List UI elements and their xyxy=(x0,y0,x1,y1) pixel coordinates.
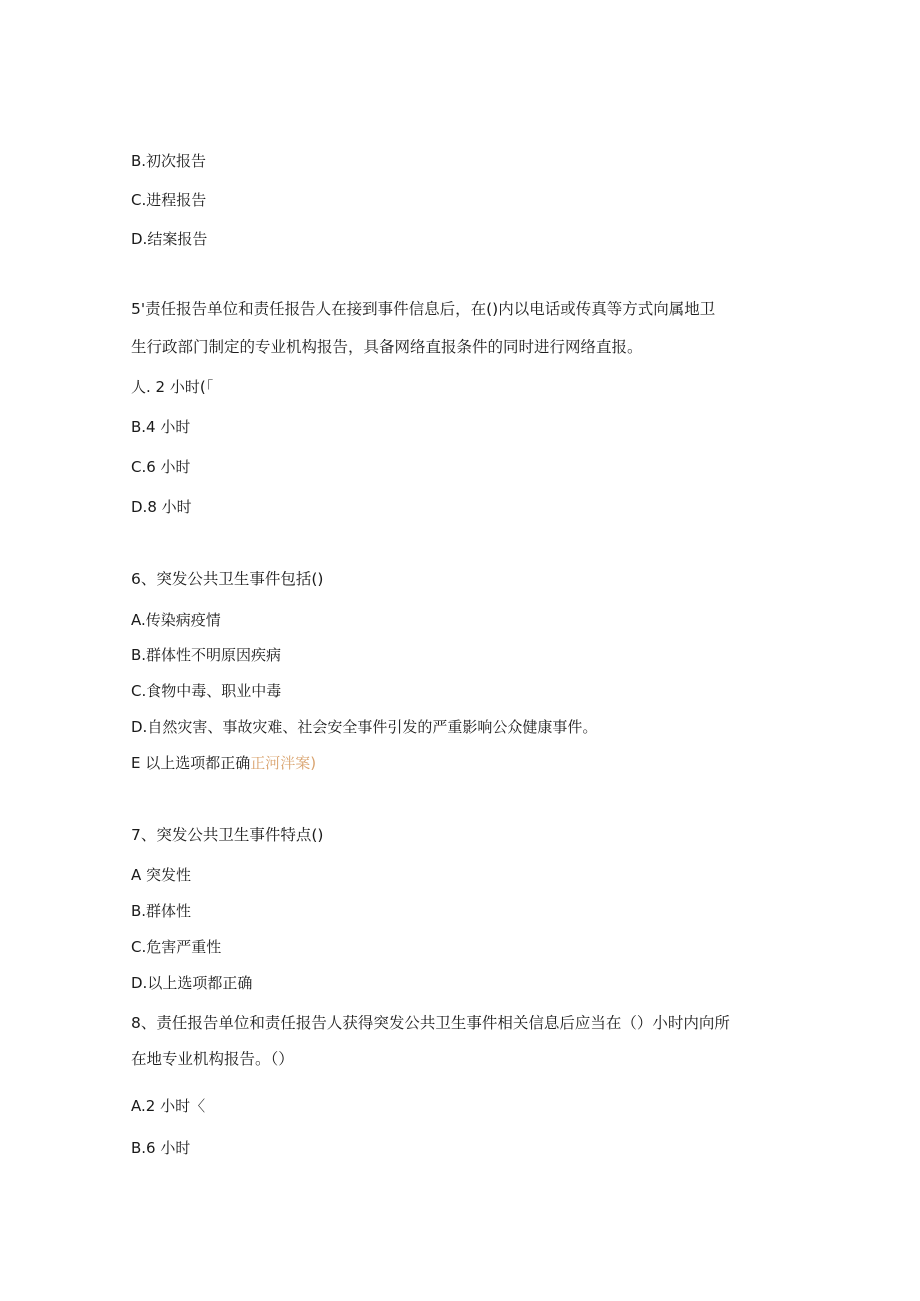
option-c-progress-report: C.进程报告 xyxy=(131,191,207,209)
option-b-initial-report: B.初次报告 xyxy=(131,152,207,170)
question-6: 6、突发公共卫生事件包括() xyxy=(131,570,324,588)
q7-option-d: D.以上选项都正确 xyxy=(131,974,253,992)
question-7: 7、突发公共卫生事件特点() xyxy=(131,826,324,844)
q8-option-a: A.2 小时〈 xyxy=(131,1097,206,1115)
q7-option-c: C.危害严重性 xyxy=(131,938,222,956)
q8-option-b: B.6 小时 xyxy=(131,1139,191,1157)
q7-option-b: B.群体性 xyxy=(131,902,192,920)
question-8-line-1: 8、责任报告单位和责任报告人获得突发公共卫生事件相关信息后应当在（）小时内向所 xyxy=(131,1014,730,1032)
question-5-line-2: 生行政部门制定的专业机构报告，具备网络直报条件的同时进行网络直报。 xyxy=(131,338,643,356)
question-8-line-2: 在地专业机构报告。（） xyxy=(131,1050,294,1068)
q7-option-a: A 突发性 xyxy=(131,866,192,884)
q6-option-c: C.食物中毒、职业中毒 xyxy=(131,682,282,700)
q5-option-c: C.6 小时 xyxy=(131,458,191,476)
q6-option-b: B.群体性不明原因疾病 xyxy=(131,646,282,664)
q6-option-e-text: E 以上选项都正确 xyxy=(131,754,251,772)
option-d-closing-report: D.结案报告 xyxy=(131,230,208,248)
q5-option-d: D.8 小时 xyxy=(131,498,192,516)
q6-option-e xyxy=(131,753,316,773)
q6-option-d: D.自然灾害、事故灾难、社会安全事件引发的严重影响公众健康事件。 xyxy=(131,718,598,736)
q5-option-a: 人. 2 小时(「 xyxy=(131,378,214,396)
q5-option-b: B.4 小时 xyxy=(131,418,191,436)
answer-mark: 正河泮案) xyxy=(250,754,317,772)
q6-option-a: A.传染病疫情 xyxy=(131,611,221,629)
question-5-line-1: 5'责任报告单位和责任报告人在接到事件信息后，在()内以电话或传真等方式向属地卫 xyxy=(131,300,716,318)
